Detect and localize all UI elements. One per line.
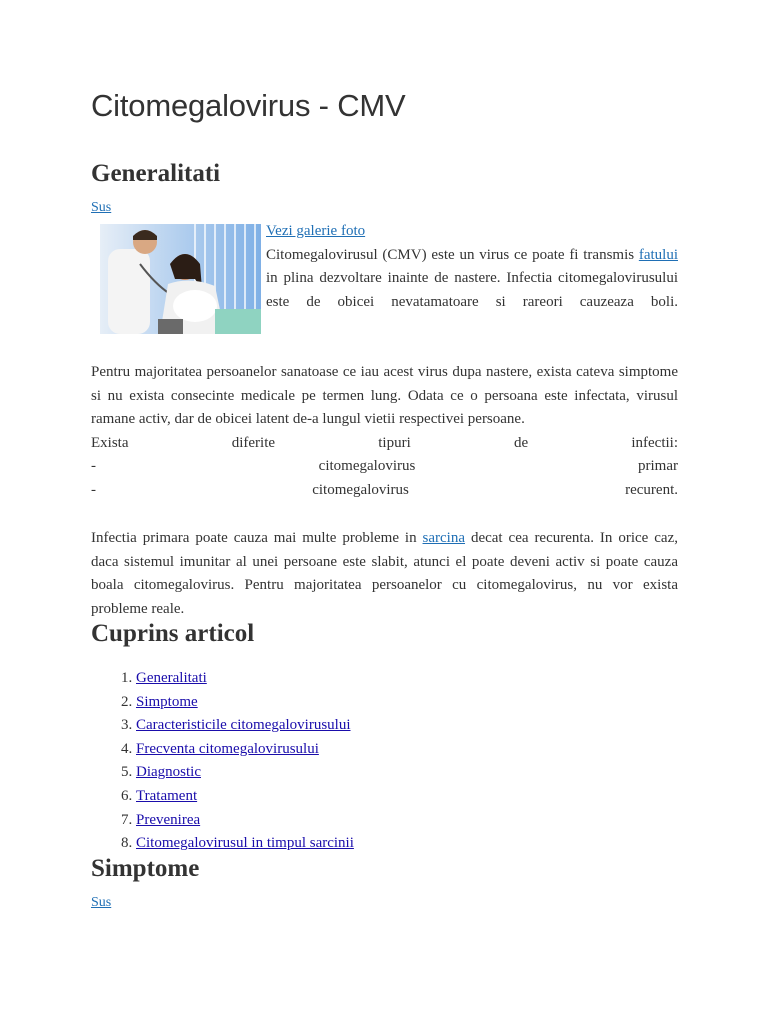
- toc-item: [136, 761, 354, 785]
- back-to-top-link-2[interactable]: Sus: [91, 895, 112, 910]
- intro-text-1: Citomegalovirusul (CMV) este un virus ce poate fi transmis: [266, 246, 639, 263]
- toc-link-caracteristici[interactable]: Caracteristicile citomegalovirusului: [136, 717, 351, 734]
- toc-link-generalitati[interactable]: Generalitati: [136, 670, 207, 686]
- paragraph-3: [91, 527, 678, 621]
- photo-gallery-link[interactable]: Vezi galerie foto: [266, 223, 366, 239]
- intro-paragraph: [266, 244, 678, 315]
- toc-item: [136, 738, 354, 762]
- section-heading-cuprins: Cuprins articol: [91, 620, 255, 647]
- section-heading-simptome: Simptome: [91, 855, 200, 882]
- toc-item: [136, 832, 354, 856]
- toc-item: [136, 691, 354, 715]
- doctor-patient-image: [100, 224, 261, 334]
- section-heading-generalitati: Generalitati: [91, 160, 221, 187]
- intro-block: [266, 220, 678, 314]
- table-of-contents: [91, 667, 354, 856]
- paragraph-3-text-2: decat cea recurenta. In orice caz, daca sistemul imunitar al unei persoane este slabit, atunci el poate deveni activ si poate cauza boala citomegalovirus. Pentru majoritatea persoanelor cu citomegalovirus, nu vor exista probleme reale.: [91, 530, 678, 617]
- paragraph-3-text-1: Infectia primara poate cauza mai multe probleme in: [91, 530, 423, 546]
- toc-link-tratament[interactable]: Tratament: [136, 787, 198, 804]
- toc-link-diagnostic[interactable]: Diagnostic: [136, 764, 201, 781]
- page-title: Citomegalovirus - CMV: [91, 88, 406, 123]
- toc-item: [136, 785, 354, 809]
- paragraph-2-block: [91, 361, 678, 503]
- paragraph-2: Pentru majoritatea persoanelor sanatoase ce iau acest virus dupa nastere, exista cateva simptome si nu exista consecinte medicale pe termen lung. Odata ce o persoana este infectata, virusul ramane activ, dar de obicei latent de-a lungul vietii respectivei persoane.: [91, 364, 678, 428]
- fetus-link[interactable]: fatului: [638, 246, 678, 263]
- toc-link-sarcina[interactable]: Citomegalovirusul in timpul sarcinii: [136, 835, 354, 852]
- infection-types-line: Exista diferite tipuri de infectii:: [91, 434, 678, 451]
- toc-link-prevenirea[interactable]: Prevenirea: [136, 811, 201, 828]
- infection-type-primary: - citomegalovirus primar: [91, 458, 678, 475]
- toc-item: [136, 714, 354, 738]
- toc-link-simptome[interactable]: Simptome: [136, 693, 198, 710]
- infection-type-recurrent: - citomegalovirus recurent.: [91, 481, 678, 498]
- toc-item: [136, 667, 354, 691]
- toc-link-frecventa[interactable]: Frecventa citomegalovirusului: [136, 740, 319, 757]
- intro-text-2: in plina dezvoltare inainte de nastere. Infectia citomegalovirusului este de obicei nevatamatoare si rareori cauzeaza boli.: [266, 270, 678, 310]
- paragraph-3-block: [91, 527, 678, 621]
- article-photo[interactable]: [100, 224, 261, 334]
- pregnancy-link[interactable]: sarcina: [422, 530, 466, 546]
- toc-item: [136, 809, 354, 833]
- back-to-top-link[interactable]: Sus: [91, 200, 112, 215]
